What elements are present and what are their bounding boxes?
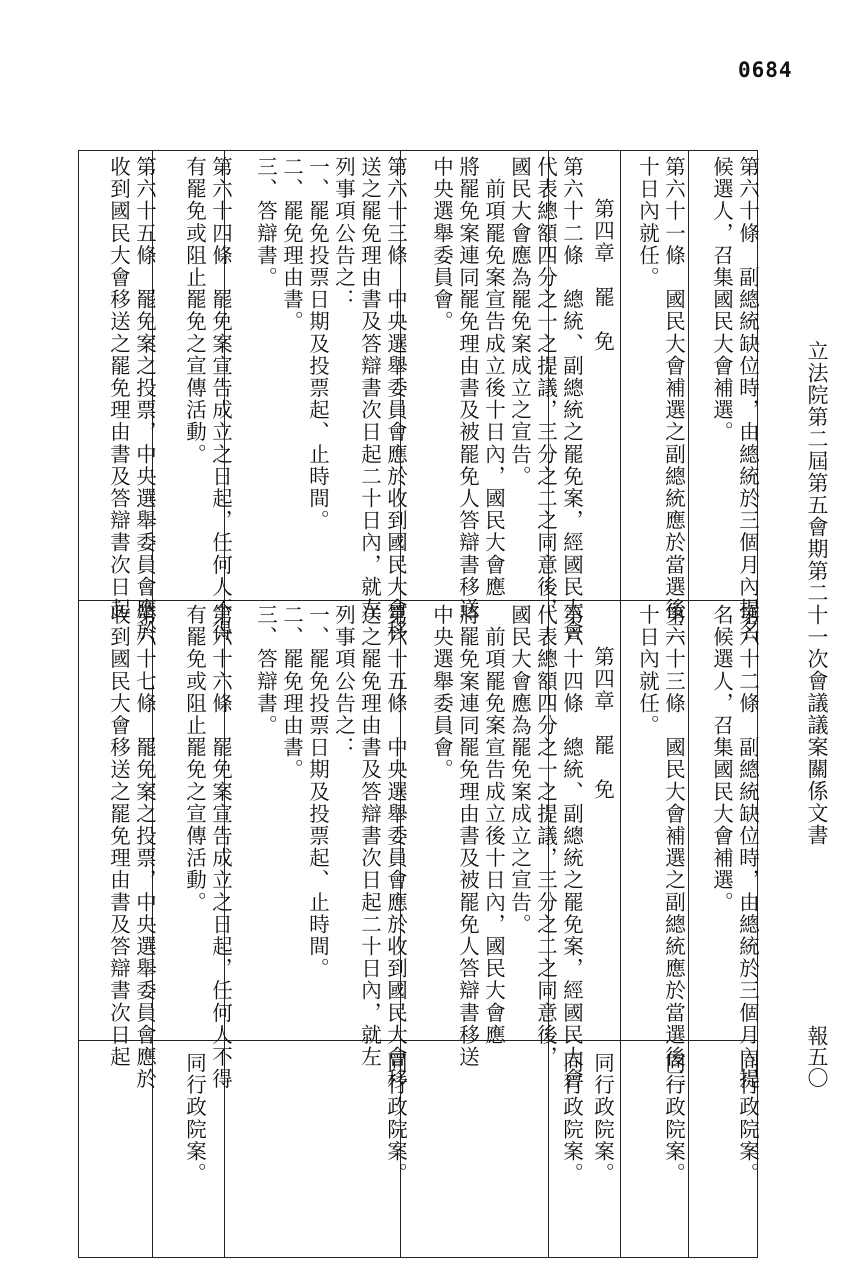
revised-text-line: 第六十六條 罷免案宣告成立之日起，任何人不得 (208, 604, 233, 1091)
revised-text-line: 列事項公告之： (331, 604, 356, 759)
revised-text-line: 前項罷免案宣告成立後十日內，國民大會應 (481, 604, 506, 1046)
original-text-line: 送之罷免理由書及答辯書次日起二十日內，就左 (357, 156, 382, 621)
original-text-line: 第六十四條 罷免案宣告成立之日起，任何人不得 (208, 156, 233, 643)
note-line: 同行政院案。 (735, 1052, 760, 1185)
revised-text-line: 第六十七條 罷免案之投票，中央選舉委員會應於 (132, 604, 157, 1091)
revised-text-line: 三、答辯書。 (253, 604, 278, 737)
note-line: 同行政院案。 (590, 1052, 615, 1185)
original-text-line: 候選人，召集國民大會補選。 (709, 156, 734, 444)
section-divider (78, 600, 758, 601)
revised-text-line: 第六十五條 中央選舉委員會應於收到國民大會移 (383, 604, 408, 1091)
original-text-line: 一、罷免投票日期及投票起、止時間。 (305, 156, 330, 532)
revised-text-line: 第六十二條 副總統缺位時，由總統於三個月內提 (735, 604, 760, 1091)
document-header-title: 立法院第二屆第五會期第二十一次會議議案關係文書 (805, 340, 829, 846)
column-divider (620, 150, 621, 1258)
revised-text-line: 一、罷免投票日期及投票起、止時間。 (305, 604, 330, 980)
original-text-line: 收到國民大會移送之罷免理由書及答辯書次日起 (106, 156, 131, 621)
original-text-line: 第六十三條 中央選舉委員會應於收到國民大會移 (383, 156, 408, 643)
original-text-line: 十日內就任。 (635, 156, 660, 289)
revised-text-line: 第六十四條 總統、副總統之罷免案，經國民大會 (559, 604, 584, 1091)
revised-text-line: 二、罷免理由書。 (279, 604, 304, 781)
original-text-line: 列事項公告之： (331, 156, 356, 311)
document-header-code: 報五〇 (805, 1025, 829, 1088)
note-line: 同行政院案。 (559, 1052, 584, 1185)
original-text-line: 第六十條 副總統缺位時，由總統於三個月內提名 (735, 156, 760, 643)
original-text-line: 第六十五條 罷免案之投票，中央選舉委員會應於 (132, 156, 157, 643)
note-line: 同行政院案。 (383, 1052, 408, 1185)
column-divider (688, 150, 689, 1258)
revised-text-line: 中央選舉委員會。 (429, 604, 454, 781)
revised-text-line: 十日內就任。 (635, 604, 660, 737)
note-line: 同行政院案。 (661, 1052, 686, 1185)
original-text-line: 三、答辯書。 (253, 156, 278, 289)
original-text-line: 中央選舉委員會。 (429, 156, 454, 333)
original-text-line: 代表總額四分之一之提議，三分之二之同意後， (533, 156, 558, 621)
original-text-line: 第四章 罷 免 (590, 198, 615, 353)
revised-text-line: 代表總額四分之一之提議，三分之二之同意後， (533, 604, 558, 1069)
original-text-line: 將罷免案連同罷免理由書及被罷免人答辯書移送 (455, 156, 480, 621)
section-divider (78, 1040, 758, 1041)
revised-text-line: 名候選人，召集國民大會補選。 (709, 604, 734, 914)
original-text-line: 第六十一條 國民大會補選之副總統應於當選後二 (661, 156, 686, 643)
revised-text-line: 送之罷免理由書及答辯書次日起二十日內，就左 (357, 604, 382, 1069)
note-line: 同行政院案。 (182, 1052, 207, 1185)
revised-text-line: 將罷免案連同罷免理由書及被罷免人答辯書移送 (455, 604, 480, 1069)
revised-text-line: 國民大會應為罷免案成立之宣告。 (507, 604, 532, 936)
page-number: 0684 (738, 58, 793, 82)
revised-text-line: 第六十三條 國民大會補選之副總統應於當選後二 (661, 604, 686, 1091)
original-text-line: 有罷免或阻止罷免之宣傳活動。 (182, 156, 207, 466)
revised-text-line: 第四章 罷 免 (590, 646, 615, 801)
original-text-line: 國民大會應為罷免案成立之宣告。 (507, 156, 532, 488)
revised-text-line: 收到國民大會移送之罷免理由書及答辯書次日起 (106, 604, 131, 1069)
revised-text-line: 有罷免或阻止罷免之宣傳活動。 (182, 604, 207, 914)
original-text-line: 第六十二條 總統、副總統之罷免案，經國民大會 (559, 156, 584, 643)
original-text-line: 前項罷免案宣告成立後十日內，國民大會應 (481, 156, 506, 598)
original-text-line: 二、罷免理由書。 (279, 156, 304, 333)
